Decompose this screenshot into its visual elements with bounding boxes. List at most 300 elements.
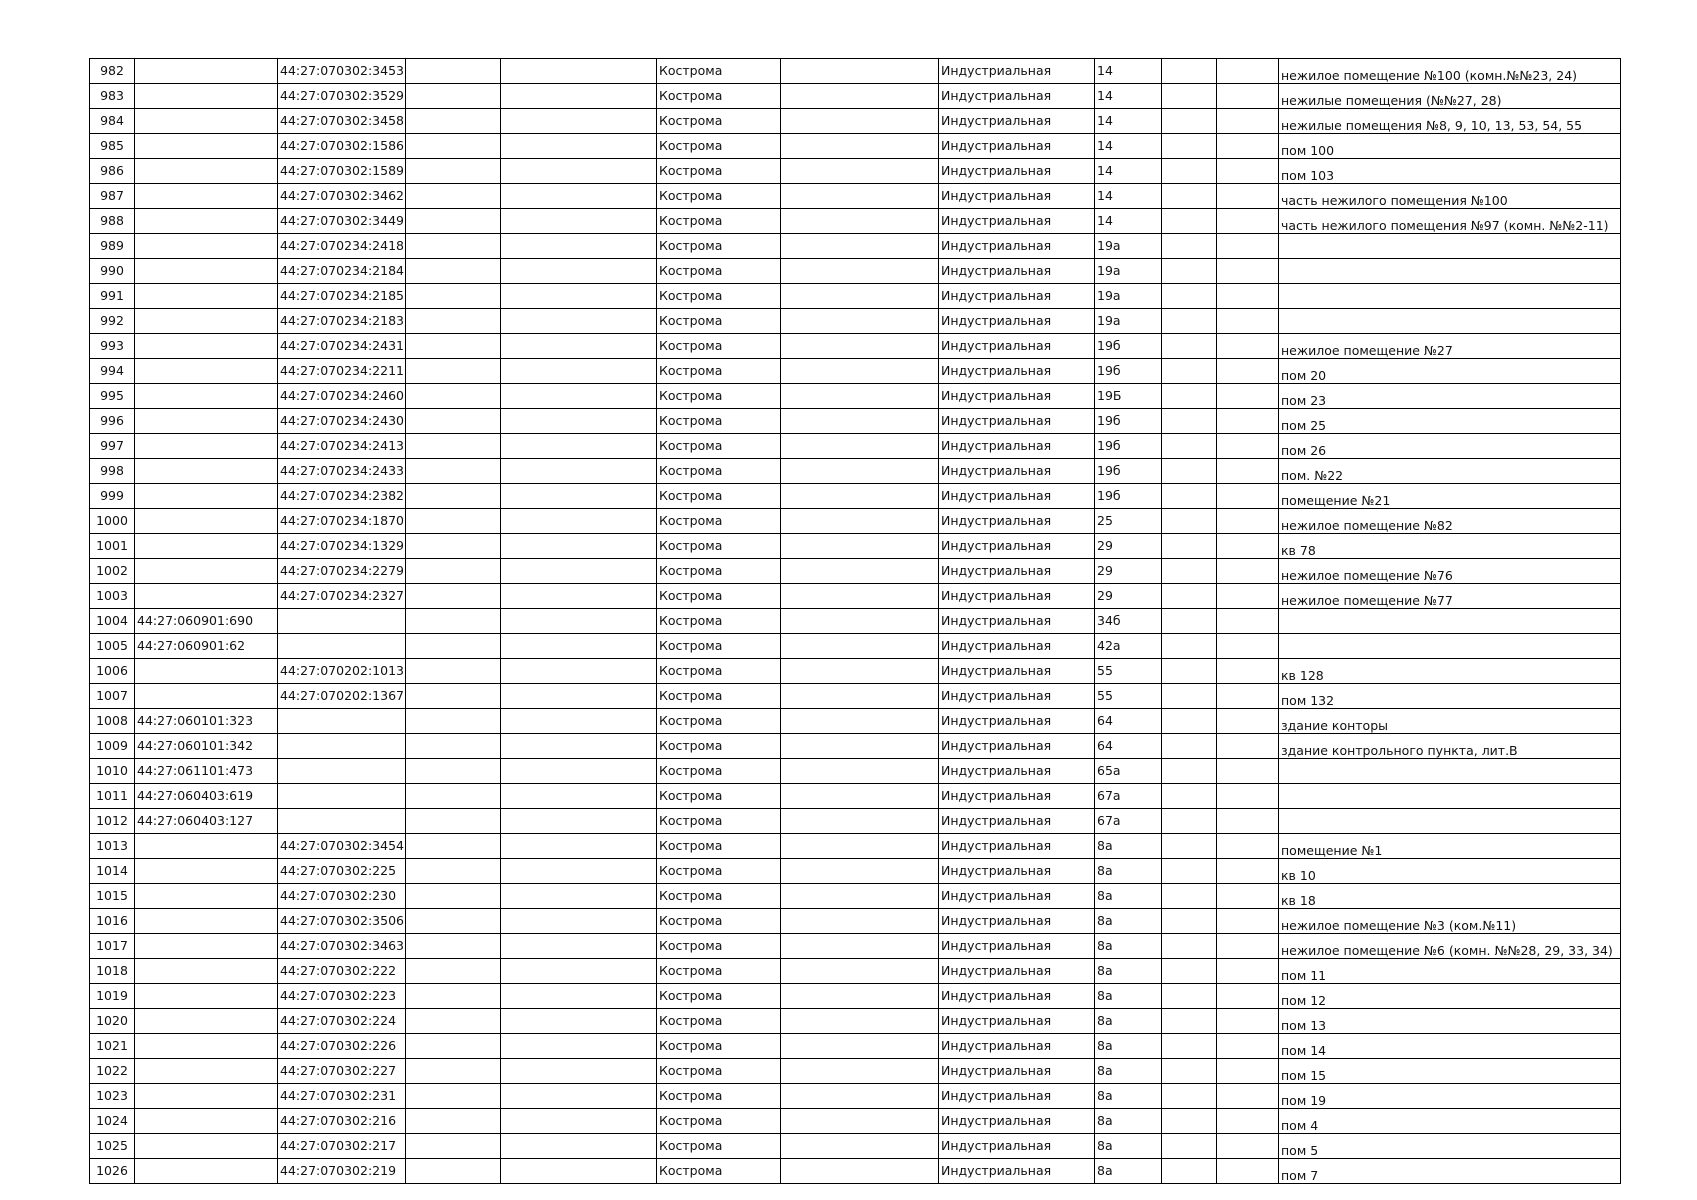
street-cell: Индустриальная [939,784,1095,809]
table-row [90,359,1621,384]
empty-cell [1162,409,1217,434]
empty-cell [406,959,501,984]
empty-cell [501,934,657,959]
empty-cell [781,759,939,784]
room-cadastral-cell: 44:27:070234:2431 [278,334,406,359]
city-cell: Кострома [657,159,781,184]
street-cell: Индустриальная [939,1034,1095,1059]
description-cell: пом 13 [1279,1009,1621,1034]
house-cell: 8а [1095,1109,1162,1134]
house-cell: 8а [1095,1059,1162,1084]
empty-cell [1162,809,1217,834]
building-cadastral-cell [135,334,278,359]
empty-cell [1162,184,1217,209]
building-cadastral-cell: 44:27:060101:323 [135,709,278,734]
room-cadastral-cell: 44:27:070302:217 [278,1134,406,1159]
empty-cell [406,484,501,509]
building-cadastral-cell [135,259,278,284]
table-row [90,1084,1621,1109]
empty-cell [501,684,657,709]
table-row [90,559,1621,584]
description-cell: нежилое помещение №82 [1279,509,1621,534]
room-cadastral-cell: 44:27:070302:3462 [278,184,406,209]
empty-cell [501,84,657,109]
street-cell: Индустриальная [939,1009,1095,1034]
description-cell [1279,809,1621,834]
empty-cell [501,434,657,459]
empty-cell [406,984,501,1009]
description-cell: здание конторы [1279,709,1621,734]
empty-cell [1162,134,1217,159]
room-cadastral-cell: 44:27:070302:223 [278,984,406,1009]
empty-cell [406,784,501,809]
house-cell: 65а [1095,759,1162,784]
city-cell: Кострома [657,584,781,609]
room-cadastral-cell [278,609,406,634]
city-cell: Кострома [657,884,781,909]
table-row [90,109,1621,134]
house-cell: 8а [1095,884,1162,909]
empty-cell [1217,1109,1279,1134]
empty-cell [501,834,657,859]
room-cadastral-cell: 44:27:070234:2185 [278,284,406,309]
empty-cell [1217,559,1279,584]
empty-cell [781,1159,939,1184]
empty-cell [406,84,501,109]
building-cadastral-cell [135,1059,278,1084]
description-cell: пом. №22 [1279,459,1621,484]
empty-cell [1217,259,1279,284]
empty-cell [501,1084,657,1109]
empty-cell [1217,709,1279,734]
empty-cell [1162,109,1217,134]
empty-cell [1217,809,1279,834]
empty-cell [501,134,657,159]
row-number-cell: 996 [90,409,135,434]
street-cell: Индустриальная [939,1134,1095,1159]
empty-cell [501,209,657,234]
empty-cell [406,459,501,484]
description-cell: нежилое помещение №100 (комн.№№23, 24) [1279,59,1621,84]
house-cell: 29 [1095,534,1162,559]
street-cell: Индустриальная [939,509,1095,534]
empty-cell [1162,1034,1217,1059]
empty-cell [1162,584,1217,609]
empty-cell [406,384,501,409]
empty-cell [1217,534,1279,559]
city-cell: Кострома [657,409,781,434]
row-number-cell: 989 [90,234,135,259]
table-row [90,809,1621,834]
empty-cell [781,159,939,184]
description-cell: здание контрольного пункта, лит.В [1279,734,1621,759]
empty-cell [1162,84,1217,109]
empty-cell [406,659,501,684]
city-cell: Кострома [657,784,781,809]
city-cell: Кострома [657,359,781,384]
table-row [90,384,1621,409]
row-number-cell: 1022 [90,1059,135,1084]
table-row [90,1009,1621,1034]
empty-cell [1162,59,1217,84]
building-cadastral-cell [135,884,278,909]
description-cell: часть нежилого помещения №97 (комн. №№2-11) [1279,209,1621,234]
description-cell: пом 25 [1279,409,1621,434]
table-row [90,59,1621,84]
empty-cell [781,509,939,534]
description-cell: пом 5 [1279,1134,1621,1159]
row-number-cell: 991 [90,284,135,309]
building-cadastral-cell [135,84,278,109]
empty-cell [781,134,939,159]
row-number-cell: 1018 [90,959,135,984]
building-cadastral-cell [135,509,278,534]
empty-cell [1162,284,1217,309]
street-cell: Индустриальная [939,884,1095,909]
table-row [90,909,1621,934]
empty-cell [781,359,939,384]
street-cell: Индустриальная [939,434,1095,459]
building-cadastral-cell [135,209,278,234]
row-number-cell: 982 [90,59,135,84]
row-number-cell: 1021 [90,1034,135,1059]
room-cadastral-cell: 44:27:070234:1329 [278,534,406,559]
room-cadastral-cell: 44:27:070302:216 [278,1109,406,1134]
street-cell: Индустриальная [939,559,1095,584]
empty-cell [1162,784,1217,809]
empty-cell [781,409,939,434]
row-number-cell: 1011 [90,784,135,809]
row-number-cell: 983 [90,84,135,109]
street-cell: Индустриальная [939,959,1095,984]
room-cadastral-cell: 44:27:070234:2382 [278,484,406,509]
empty-cell [1217,334,1279,359]
house-cell: 29 [1095,559,1162,584]
empty-cell [781,909,939,934]
building-cadastral-cell [135,1009,278,1034]
table-row [90,934,1621,959]
city-cell: Кострома [657,1109,781,1134]
house-cell: 8а [1095,1159,1162,1184]
empty-cell [1217,909,1279,934]
row-number-cell: 1000 [90,509,135,534]
house-cell: 19б [1095,359,1162,384]
empty-cell [1217,434,1279,459]
empty-cell [406,1009,501,1034]
building-cadastral-cell [135,934,278,959]
room-cadastral-cell: 44:27:070302:230 [278,884,406,909]
table-row [90,1159,1621,1184]
empty-cell [781,1059,939,1084]
empty-cell [1162,959,1217,984]
room-cadastral-cell [278,734,406,759]
empty-cell [1162,459,1217,484]
city-cell: Кострома [657,984,781,1009]
building-cadastral-cell [135,1109,278,1134]
empty-cell [781,584,939,609]
street-cell: Индустриальная [939,834,1095,859]
empty-cell [501,334,657,359]
row-number-cell: 997 [90,434,135,459]
city-cell: Кострома [657,334,781,359]
building-cadastral-cell [135,1084,278,1109]
empty-cell [1217,409,1279,434]
empty-cell [781,1009,939,1034]
row-number-cell: 1015 [90,884,135,909]
empty-cell [1162,384,1217,409]
empty-cell [406,859,501,884]
description-cell: кв 128 [1279,659,1621,684]
row-number-cell: 1025 [90,1134,135,1159]
city-cell: Кострома [657,609,781,634]
empty-cell [1217,359,1279,384]
empty-cell [1217,1159,1279,1184]
empty-cell [1217,59,1279,84]
empty-cell [406,759,501,784]
empty-cell [501,384,657,409]
empty-cell [406,234,501,259]
empty-cell [501,184,657,209]
building-cadastral-cell [135,659,278,684]
building-cadastral-cell [135,159,278,184]
empty-cell [1162,334,1217,359]
empty-cell [1162,1009,1217,1034]
street-cell: Индустриальная [939,709,1095,734]
empty-cell [406,559,501,584]
row-number-cell: 988 [90,209,135,234]
house-cell: 8а [1095,834,1162,859]
row-number-cell: 1016 [90,909,135,934]
building-cadastral-cell [135,109,278,134]
table-row [90,84,1621,109]
table-row [90,634,1621,659]
room-cadastral-cell: 44:27:070202:1367 [278,684,406,709]
row-number-cell: 1026 [90,1159,135,1184]
empty-cell [406,509,501,534]
city-cell: Кострома [657,534,781,559]
empty-cell [1217,859,1279,884]
house-cell: 19б [1095,334,1162,359]
description-cell: кв 78 [1279,534,1621,559]
table-row [90,309,1621,334]
house-cell: 8а [1095,909,1162,934]
street-cell: Индустриальная [939,909,1095,934]
street-cell: Индустриальная [939,284,1095,309]
empty-cell [781,184,939,209]
empty-cell [781,609,939,634]
building-cadastral-cell [135,1134,278,1159]
street-cell: Индустриальная [939,109,1095,134]
empty-cell [406,259,501,284]
row-number-cell: 1004 [90,609,135,634]
empty-cell [406,1034,501,1059]
empty-cell [1162,634,1217,659]
description-cell: нежилое помещение №77 [1279,584,1621,609]
empty-cell [781,459,939,484]
empty-cell [406,909,501,934]
empty-cell [406,209,501,234]
description-cell [1279,784,1621,809]
empty-cell [1162,734,1217,759]
empty-cell [1217,209,1279,234]
empty-cell [781,534,939,559]
empty-cell [1217,159,1279,184]
empty-cell [501,634,657,659]
empty-cell [406,109,501,134]
room-cadastral-cell [278,759,406,784]
empty-cell [406,609,501,634]
empty-cell [406,1084,501,1109]
table-row [90,959,1621,984]
room-cadastral-cell: 44:27:070234:2460 [278,384,406,409]
street-cell: Индустриальная [939,409,1095,434]
empty-cell [781,559,939,584]
empty-cell [781,309,939,334]
room-cadastral-cell: 44:27:070302:227 [278,1059,406,1084]
empty-cell [1217,734,1279,759]
empty-cell [1217,759,1279,784]
row-number-cell: 1003 [90,584,135,609]
empty-cell [406,934,501,959]
street-cell: Индустриальная [939,484,1095,509]
empty-cell [1162,1084,1217,1109]
empty-cell [1162,509,1217,534]
building-cadastral-cell [135,959,278,984]
street-cell: Индустриальная [939,734,1095,759]
room-cadastral-cell: 44:27:070234:2418 [278,234,406,259]
table-row [90,759,1621,784]
empty-cell [1162,434,1217,459]
street-cell: Индустриальная [939,934,1095,959]
empty-cell [501,284,657,309]
table-row [90,409,1621,434]
room-cadastral-cell: 44:27:070234:2433 [278,459,406,484]
house-cell: 8а [1095,984,1162,1009]
row-number-cell: 1014 [90,859,135,884]
empty-cell [1162,884,1217,909]
house-cell: 55 [1095,684,1162,709]
empty-cell [501,1134,657,1159]
row-number-cell: 1024 [90,1109,135,1134]
description-cell [1279,609,1621,634]
description-cell: кв 10 [1279,859,1621,884]
room-cadastral-cell: 44:27:070302:226 [278,1034,406,1059]
table-row [90,884,1621,909]
building-cadastral-cell: 44:27:060403:127 [135,809,278,834]
street-cell: Индустриальная [939,759,1095,784]
row-number-cell: 998 [90,459,135,484]
street-cell: Индустриальная [939,259,1095,284]
city-cell: Кострома [657,909,781,934]
house-cell: 19а [1095,284,1162,309]
street-cell: Индустриальная [939,1059,1095,1084]
building-cadastral-cell [135,534,278,559]
room-cadastral-cell: 44:27:070302:3449 [278,209,406,234]
empty-cell [1162,1109,1217,1134]
street-cell: Индустриальная [939,609,1095,634]
room-cadastral-cell: 44:27:070202:1013 [278,659,406,684]
building-cadastral-cell [135,184,278,209]
empty-cell [781,859,939,884]
row-number-cell: 986 [90,159,135,184]
empty-cell [501,759,657,784]
city-cell: Кострома [657,209,781,234]
city-cell: Кострома [657,1134,781,1159]
house-cell: 67а [1095,809,1162,834]
empty-cell [1162,159,1217,184]
house-cell: 25 [1095,509,1162,534]
empty-cell [1217,134,1279,159]
house-cell: 64 [1095,734,1162,759]
empty-cell [501,409,657,434]
street-cell: Индустриальная [939,809,1095,834]
row-number-cell: 1008 [90,709,135,734]
empty-cell [501,259,657,284]
room-cadastral-cell [278,634,406,659]
description-cell [1279,284,1621,309]
table-row [90,334,1621,359]
city-cell: Кострома [657,559,781,584]
empty-cell [501,884,657,909]
room-cadastral-cell: 44:27:070302:1586 [278,134,406,159]
row-number-cell: 999 [90,484,135,509]
empty-cell [781,109,939,134]
house-cell: 64 [1095,709,1162,734]
empty-cell [1217,459,1279,484]
empty-cell [1217,659,1279,684]
empty-cell [781,784,939,809]
empty-cell [781,959,939,984]
room-cadastral-cell: 44:27:070302:3529 [278,84,406,109]
row-number-cell: 993 [90,334,135,359]
room-cadastral-cell: 44:27:070302:3454 [278,834,406,859]
empty-cell [501,809,657,834]
description-cell: нежилые помещения (№№27, 28) [1279,84,1621,109]
street-cell: Индустриальная [939,584,1095,609]
street-cell: Индустриальная [939,184,1095,209]
street-cell: Индустриальная [939,1084,1095,1109]
table-row [90,584,1621,609]
empty-cell [501,1009,657,1034]
empty-cell [1162,359,1217,384]
empty-cell [501,659,657,684]
empty-cell [501,909,657,934]
room-cadastral-cell: 44:27:070302:1589 [278,159,406,184]
table-row [90,284,1621,309]
street-cell: Индустриальная [939,309,1095,334]
city-cell: Кострома [657,834,781,859]
empty-cell [406,584,501,609]
empty-cell [501,509,657,534]
empty-cell [1162,234,1217,259]
house-cell: 19б [1095,434,1162,459]
empty-cell [1217,109,1279,134]
empty-cell [1217,934,1279,959]
building-cadastral-cell [135,59,278,84]
house-cell: 34б [1095,609,1162,634]
empty-cell [406,334,501,359]
street-cell: Индустриальная [939,234,1095,259]
city-cell: Кострома [657,934,781,959]
house-cell: 8а [1095,1034,1162,1059]
building-cadastral-cell: 44:27:060101:342 [135,734,278,759]
empty-cell [1217,959,1279,984]
empty-cell [1162,1134,1217,1159]
building-cadastral-cell [135,909,278,934]
row-number-cell: 985 [90,134,135,159]
city-cell: Кострома [657,1009,781,1034]
row-number-cell: 992 [90,309,135,334]
